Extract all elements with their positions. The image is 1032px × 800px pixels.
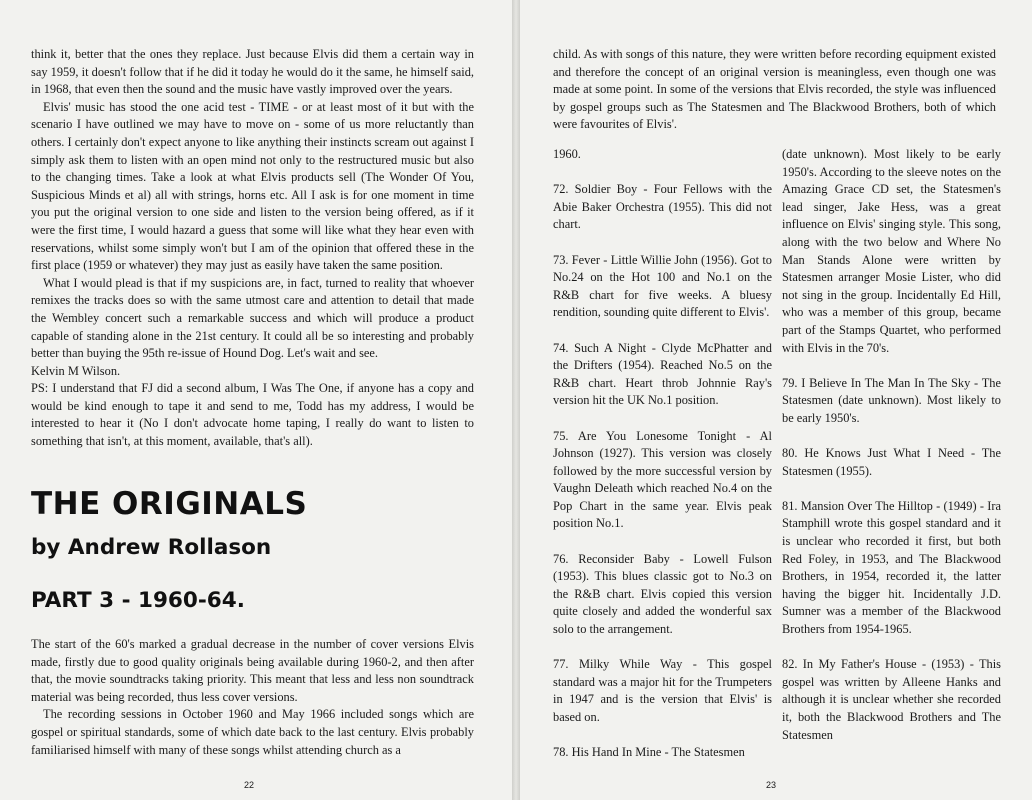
list-item: 79. I Believe In The Man In The Sky - The Statesmen (date unknown). Most likely to be early 1950's. bbox=[782, 375, 1001, 425]
list-item: 81. Mansion Over The Hilltop - (1949) - Ira Stamphill wrote this gospel standard and it is unclear who recorded it first, but both Red Foley, in 1953, and The Blackwood Brothers, in 1954, recorded it, the latter having the bigger hit. Incidentally J.D. Sumner was a member of the Blackwood Brothers from 1954-1965. bbox=[782, 498, 1001, 637]
page-number: 22 bbox=[244, 780, 255, 790]
left-page bbox=[0, 0, 512, 800]
list-item: 76. Reconsider Baby - Lowell Fulson (1953). This blues classic got to No.3 on the R&B chart. Elvis copied this version quite closely and added the wonderful sax solo to the arrangement. bbox=[553, 551, 772, 637]
right-page bbox=[520, 0, 1032, 800]
song-list-column-1 bbox=[553, 146, 772, 779]
list-item: 75. Are You Lonesome Tonight - Al Johnson (1927). This version was closely followed by the more successful version by Vaughn Deleath which reached No.4 on the Pop Chart in the same year. Elvis peak position No.1. bbox=[553, 428, 772, 531]
paragraph: Elvis' music has stood the one acid test - TIME - or at least most of it but with the scenario I have outlined we may have to move on - some of us more reluctantly than others. I certainly don't expect anyone to like anything their instincts scream out against I simply ask them to listen with an open mind not only to the restructured music but also to the changing times. Take a look at what Elvis products sell (The Wonder Of You, Suspicious Minds et al) all with strings, horns etc. All I ask is for one moment in time you put the original version to one side and listen to the version being offered, as if it were the first time, I would hazard a guess that some will like what they hear even with reservations, whilst some simply won't but I am of the opinion that offered these in the first place (1959 or whatever) they may just as easily have taken the same position. bbox=[31, 99, 474, 273]
article-byline: by Andrew Rollason bbox=[31, 535, 272, 560]
signature: Kelvin M Wilson. bbox=[31, 363, 121, 378]
article-part-heading: PART 3 - 1960-64. bbox=[31, 588, 245, 613]
list-item: 73. Fever - Little Willie John (1956). Got to No.24 on the Hot 100 and No.1 on the R&B chart for five weeks. A bluesy rendition, sounding quite different to Elvis'. bbox=[553, 252, 772, 320]
article-text bbox=[31, 636, 474, 759]
article-continuation bbox=[553, 46, 996, 134]
paragraph: The start of the 60's marked a gradual decrease in the number of cover versions Elvis made, firstly due to good quality originals being available during 1960-2, and then after that, the movie soundtracks taking priority. This meant that less and less non soundtrack material was being recorded, thus less cover versions. bbox=[31, 637, 474, 704]
list-item: (date unknown). Most likely to be early 1950's. According to the sleeve notes on the Amazing Grace CD set, the Statesmen's lead singer, Jake Hess, was a great influence on Elvis' singing style. This song, along with the two below and Where No Man Stands Alone were written by Statesmen arranger Mosie Lister, who did not sing in the group. Incidentally Ed Hill, who was a member of this group, became part of the Stamps Quartet, who performed with Elvis in the 70's. bbox=[782, 147, 1001, 355]
list-item: 74. Such A Night - Clyde McPhatter and the Drifters (1954). Reached No.5 on the R&B chart. Heart throb Johnnie Ray's version hit the UK No.1 position. bbox=[553, 340, 772, 408]
paragraph: The recording sessions in October 1960 and May 1966 included songs which are gospel or spiritual standards, some of which date back to the last century. Elvis probably familiarised himself with many of these songs whilst attending church as a bbox=[31, 707, 474, 757]
article-title: THE ORIGINALS bbox=[31, 486, 308, 522]
page-gutter bbox=[512, 0, 520, 800]
song-list-column-2 bbox=[782, 146, 1001, 762]
list-item: 1960. bbox=[553, 147, 581, 161]
list-item: 77. Milky While Way - This gospel standard was a major hit for the Trumpeters in 1947 and is the version that Elvis' is based on. bbox=[553, 657, 772, 724]
list-item: 72. Soldier Boy - Four Fellows with the Abie Baker Orchestra (1955). This did not chart. bbox=[553, 182, 772, 232]
paragraph: What I would plead is that if my suspicions are, in fact, turned to reality that whoever remixes the tracks does so with the same utmost care and attention to detail that made the Wembley concert such a remarkable success and which will produce a product capable of standing alone in the 21st century. It could all be so interesting and probably better than buying the 95th re-issue of Hound Dog. Let's wait and see. bbox=[31, 275, 474, 361]
page-number: 23 bbox=[766, 780, 777, 790]
list-item: 80. He Knows Just What I Need - The Statesmen (1955). bbox=[782, 446, 1001, 478]
list-item: 78. His Hand In Mine - The Statesmen bbox=[553, 745, 745, 760]
list-item: 82. In My Father's House - (1953) - This gospel was written by Alleene Hanks and although it is unclear whether she recorded it, both the Blackwood Brothers and The Statesmen bbox=[782, 657, 1001, 742]
paragraph: child. As with songs of this nature, they were written before recording equipment existed and therefore the concept of an original version is meaningless, even though one was made at some point. In some of the versions that Elvis recorded, the style was influenced by gospel groups such as The Statesmen and The Blackwood Brothers, both of which were favourites of Elvis'. bbox=[553, 47, 996, 132]
paragraph: think it, better that the ones they replace. Just because Elvis did them a certain way in say 1959, it doesn't follow that if he did it today he would do it the same, he himself said, in 1968, that even then the sound and the music have vastly improved over the years. bbox=[31, 47, 474, 97]
postscript: PS: I understand that FJ did a second album, I Was The One, if anyone has a copy and would be kind enough to tape it and send to me, Todd has my address, I would be interested to hear it (No I don't advocate home taping, I really do want to listen to something that isn't, at this moment, available, that's all). bbox=[31, 381, 474, 449]
letter-text bbox=[31, 46, 474, 451]
